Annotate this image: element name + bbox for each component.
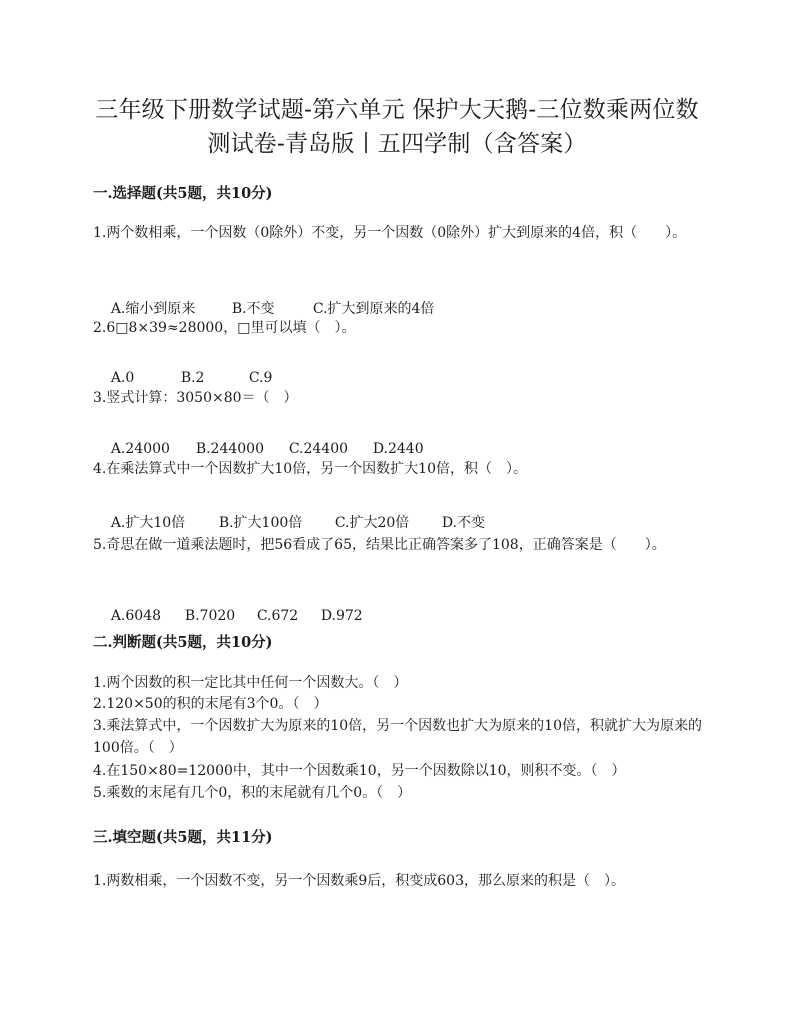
judge-question-1: 1.两个因数的积一定比其中任何一个因数大。（ ） <box>93 675 408 691</box>
judge-question-4: 4.在150×80=12000中，其中一个因数乘10，另一个因数除以10，则积不变。（ ） <box>93 763 626 779</box>
option-a: A.6048 <box>110 608 162 624</box>
option-c: C.24400 <box>288 441 349 457</box>
option-b: B.2 <box>180 370 205 386</box>
fill-question-1: 1.两数相乘，一个因数不变，另一个因数乘9后，积变成603，那么原来的积是（ ）。 <box>93 873 625 889</box>
choice-question-2: 2.6□8×39≈28000，□里可以填（ ）。 <box>93 320 356 336</box>
judge-question-2: 2.120×50的积的末尾有3个0。（ ） <box>93 696 328 712</box>
option-c: C.扩大到原来的4倍 <box>312 301 435 317</box>
option-d: D.972 <box>320 608 363 624</box>
option-c: C.672 <box>256 608 299 624</box>
option-c: C.扩大20倍 <box>334 515 410 531</box>
choice-question-4: 4.在乘法算式中一个因数扩大10倍，另一个因数扩大10倍，积（ ）。 <box>93 461 527 477</box>
option-a: A.扩大10倍 <box>110 515 186 531</box>
option-b: B.244000 <box>195 441 264 457</box>
section-heading-fill: 三.填空题(共5题，共11分) <box>93 829 273 846</box>
option-d: D.不变 <box>441 515 485 531</box>
choice-question-1: 1.两个数相乘，一个因数（0除外）不变，另一个因数（0除外）扩大到原来的4倍，积（ ）。 <box>93 225 687 241</box>
section-heading-judge: 二.判断题(共5题，共10分) <box>93 634 273 651</box>
option-b: B.7020 <box>184 608 236 624</box>
judge-question-3: 3.乘法算式中，一个因数扩大为原来的10倍，另一个因数也扩大为原来的10倍，积就扩大为原来的100倍。（ ） <box>93 718 702 756</box>
document-title-line-2: 测试卷-青岛版丨五四学制（含答案） <box>207 131 587 157</box>
option-a: A.缩小到原来 <box>110 301 196 317</box>
option-d: D.2440 <box>372 441 424 457</box>
option-b: B.扩大100倍 <box>218 515 303 531</box>
option-c: C.9 <box>248 370 273 386</box>
choice-question-3: 3.竖式计算：3050×80＝（ ） <box>93 390 298 406</box>
choice-question-5: 5.奇思在做一道乘法题时，把56看成了65，结果比正确答案多了108，正确答案是（ ）。 <box>93 537 666 553</box>
option-a: A.24000 <box>110 441 170 457</box>
judge-question-5: 5.乘数的末尾有几个0，积的末尾就有几个0。（ ） <box>93 785 412 801</box>
option-a: A.0 <box>110 370 135 386</box>
option-b: B.不变 <box>231 301 275 317</box>
document-title-line-1: 三年级下册数学试题-第六单元 保护大天鹅-三位数乘两位数 <box>95 97 699 123</box>
section-heading-choice: 一.选择题(共5题，共10分) <box>93 185 273 202</box>
